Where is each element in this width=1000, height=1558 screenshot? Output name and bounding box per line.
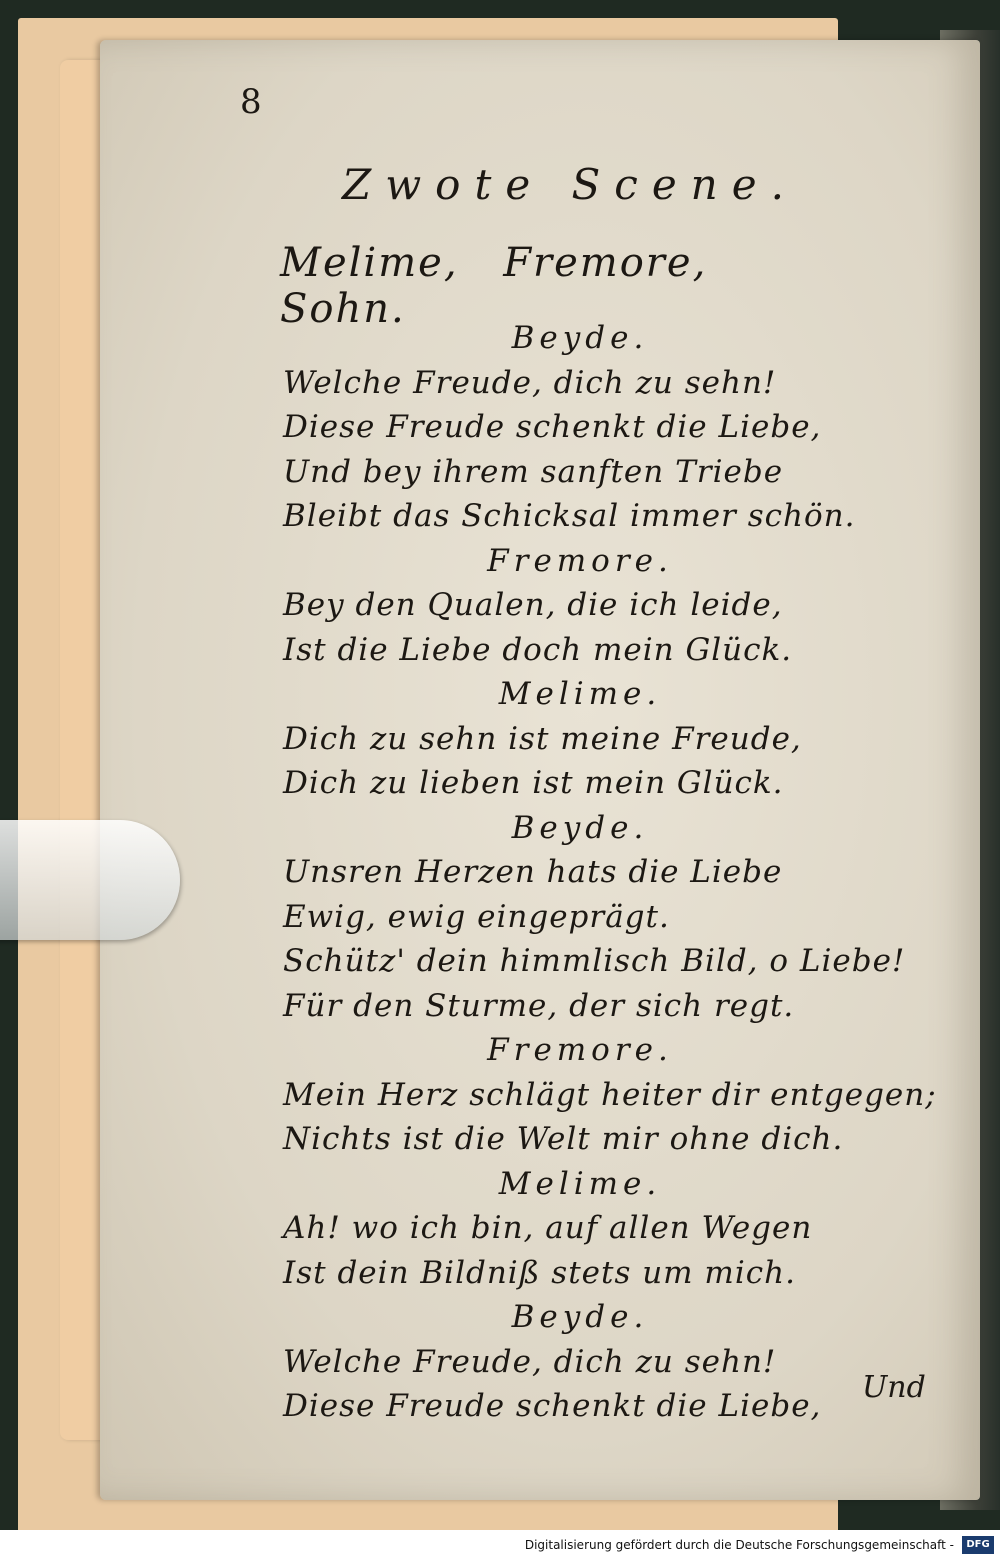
- scene-heading: Zwote Scene.: [342, 160, 798, 209]
- verse-line: Welche Freude, dich zu sehn!: [283, 1343, 777, 1380]
- verse-line: Schütz' dein himmlisch Bild, o Liebe!: [283, 943, 906, 979]
- speaker-name: Melime.: [498, 1165, 662, 1202]
- footer-bar: [0, 1530, 1000, 1558]
- page-number: 8: [240, 82, 262, 122]
- verse-line: Ah! wo ich bin, auf allen Wegen: [283, 1210, 813, 1246]
- speaker-name: Beyde.: [511, 1299, 649, 1335]
- verse-line: Mein Herz schlägt heiter dir entgegen;: [283, 1076, 937, 1113]
- verse-line: Unsren Herzen hats die Liebe: [283, 854, 783, 890]
- speaker-name: Melime.: [498, 676, 662, 712]
- catchword: Und: [862, 1370, 926, 1405]
- footer-credit: Digitalisierung gefördert durch die Deutsche Forschungsgemeinschaft -: [524, 1538, 954, 1552]
- verse-line: Diese Freude schenkt die Liebe,: [283, 1388, 822, 1424]
- verse-line: Und bey ihrem sanften Triebe: [283, 453, 784, 490]
- verse-line: Bleibt das Schicksal immer schön.: [283, 498, 856, 534]
- dfg-logo: DFG: [962, 1536, 994, 1554]
- verse-line: Nichts ist die Welt mir ohne dich.: [283, 1121, 844, 1157]
- verse-line: Diese Freude schenkt die Liebe,: [283, 409, 822, 445]
- speaker-name: Fremore.: [487, 1032, 673, 1068]
- speaker-name: Fremore.: [487, 542, 673, 579]
- verse-line: Dich zu lieben ist mein Glück.: [283, 765, 784, 801]
- bookmark-clip: [0, 820, 180, 940]
- cast-list: Melime, Fremore, Sohn.: [280, 240, 708, 332]
- verse-line: Welche Freude, dich zu sehn!: [283, 364, 777, 401]
- speaker-name: Beyde.: [511, 320, 649, 356]
- verse-line: Für den Sturme, der sich regt.: [283, 987, 795, 1024]
- verse-line: Ist die Liebe doch mein Glück.: [283, 631, 793, 668]
- verse-line: Ist dein Bildniß stets um mich.: [283, 1254, 796, 1291]
- verse-line: Dich zu sehn ist meine Freude,: [283, 720, 802, 757]
- verse-line: Ewig, ewig eingeprägt.: [283, 898, 670, 935]
- speaker-name: Beyde.: [511, 809, 649, 846]
- verse-line: Bey den Qualen, die ich leide,: [283, 587, 783, 623]
